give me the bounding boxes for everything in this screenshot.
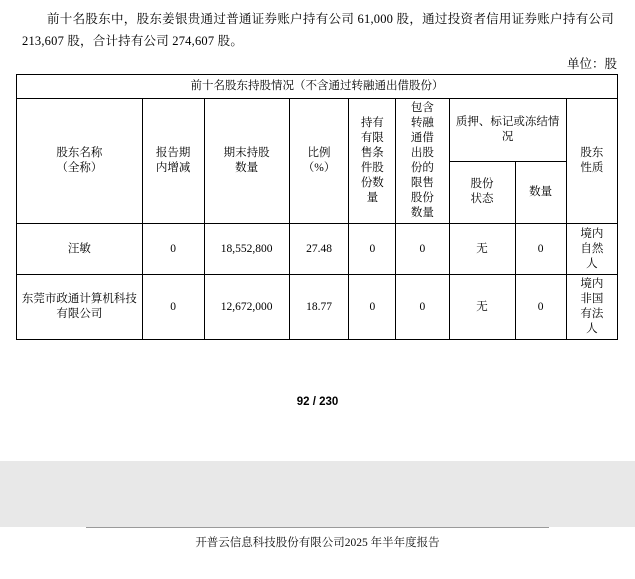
cell-lending: 0	[396, 275, 449, 340]
header-restricted-shares: 持有 有限 售条 件股 份数 量	[349, 99, 396, 224]
header-shareholder-name: 股东名称 （全称）	[17, 99, 143, 224]
cell-shareholder-name: 东莞市政通计算机科技有限公司	[17, 275, 143, 340]
intro-paragraph: 前十名股东中，股东姜银贵通过普通证券账户持有公司 61,000 股，通过投资者信用证券账户持有公司 213,607 股，合计持有公司 274,607 股。	[22, 12, 614, 48]
header-quantity: 数量	[515, 161, 566, 224]
header-end-shares: 期末持股 数量	[204, 99, 289, 224]
table-title: 前十名股东持股情况（不含通过转融通出借股份）	[17, 75, 618, 99]
cell-end-shares: 18,552,800	[204, 224, 289, 275]
footer-divider	[86, 527, 549, 528]
cell-shareholder-type: 境内 自然 人	[566, 224, 617, 275]
cell-restricted: 0	[349, 224, 396, 275]
cell-ratio: 27.48	[289, 224, 349, 275]
table-row	[17, 275, 618, 340]
header-period-change: 报告期 内增减	[142, 99, 204, 224]
cell-shareholder-type: 境内 非国 有法 人	[566, 275, 617, 340]
table-row	[17, 224, 618, 275]
cell-shareholder-name: 汪敏	[17, 224, 143, 275]
top-shareholders-table	[16, 74, 618, 340]
header-shareholder-type: 股东 性质	[566, 99, 617, 224]
page-separator-band	[0, 461, 635, 527]
unit-note: 单位：股	[566, 57, 617, 71]
cell-restricted: 0	[349, 275, 396, 340]
cell-end-shares: 12,672,000	[204, 275, 289, 340]
header-share-status: 股份 状态	[449, 161, 515, 224]
cell-share-status: 无	[449, 224, 515, 275]
cell-quantity: 0	[515, 275, 566, 340]
cell-ratio: 18.77	[289, 275, 349, 340]
header-pledge-group: 质押、标记或冻结情况	[449, 99, 566, 162]
table-title-row	[17, 75, 618, 99]
cell-period-change: 0	[142, 224, 204, 275]
header-lending-shares: 包含 转融 通借 出股 份的 限售 股份 数量	[396, 99, 449, 224]
footer-text: 开普云信息科技股份有限公司2025 年半年度报告	[195, 537, 440, 549]
table-header-row-1	[17, 99, 618, 162]
page-number: 92 / 230	[296, 396, 339, 408]
header-ratio: 比例 （%）	[289, 99, 349, 224]
cell-share-status: 无	[449, 275, 515, 340]
cell-period-change: 0	[142, 275, 204, 340]
cell-quantity: 0	[515, 224, 566, 275]
cell-lending: 0	[396, 224, 449, 275]
